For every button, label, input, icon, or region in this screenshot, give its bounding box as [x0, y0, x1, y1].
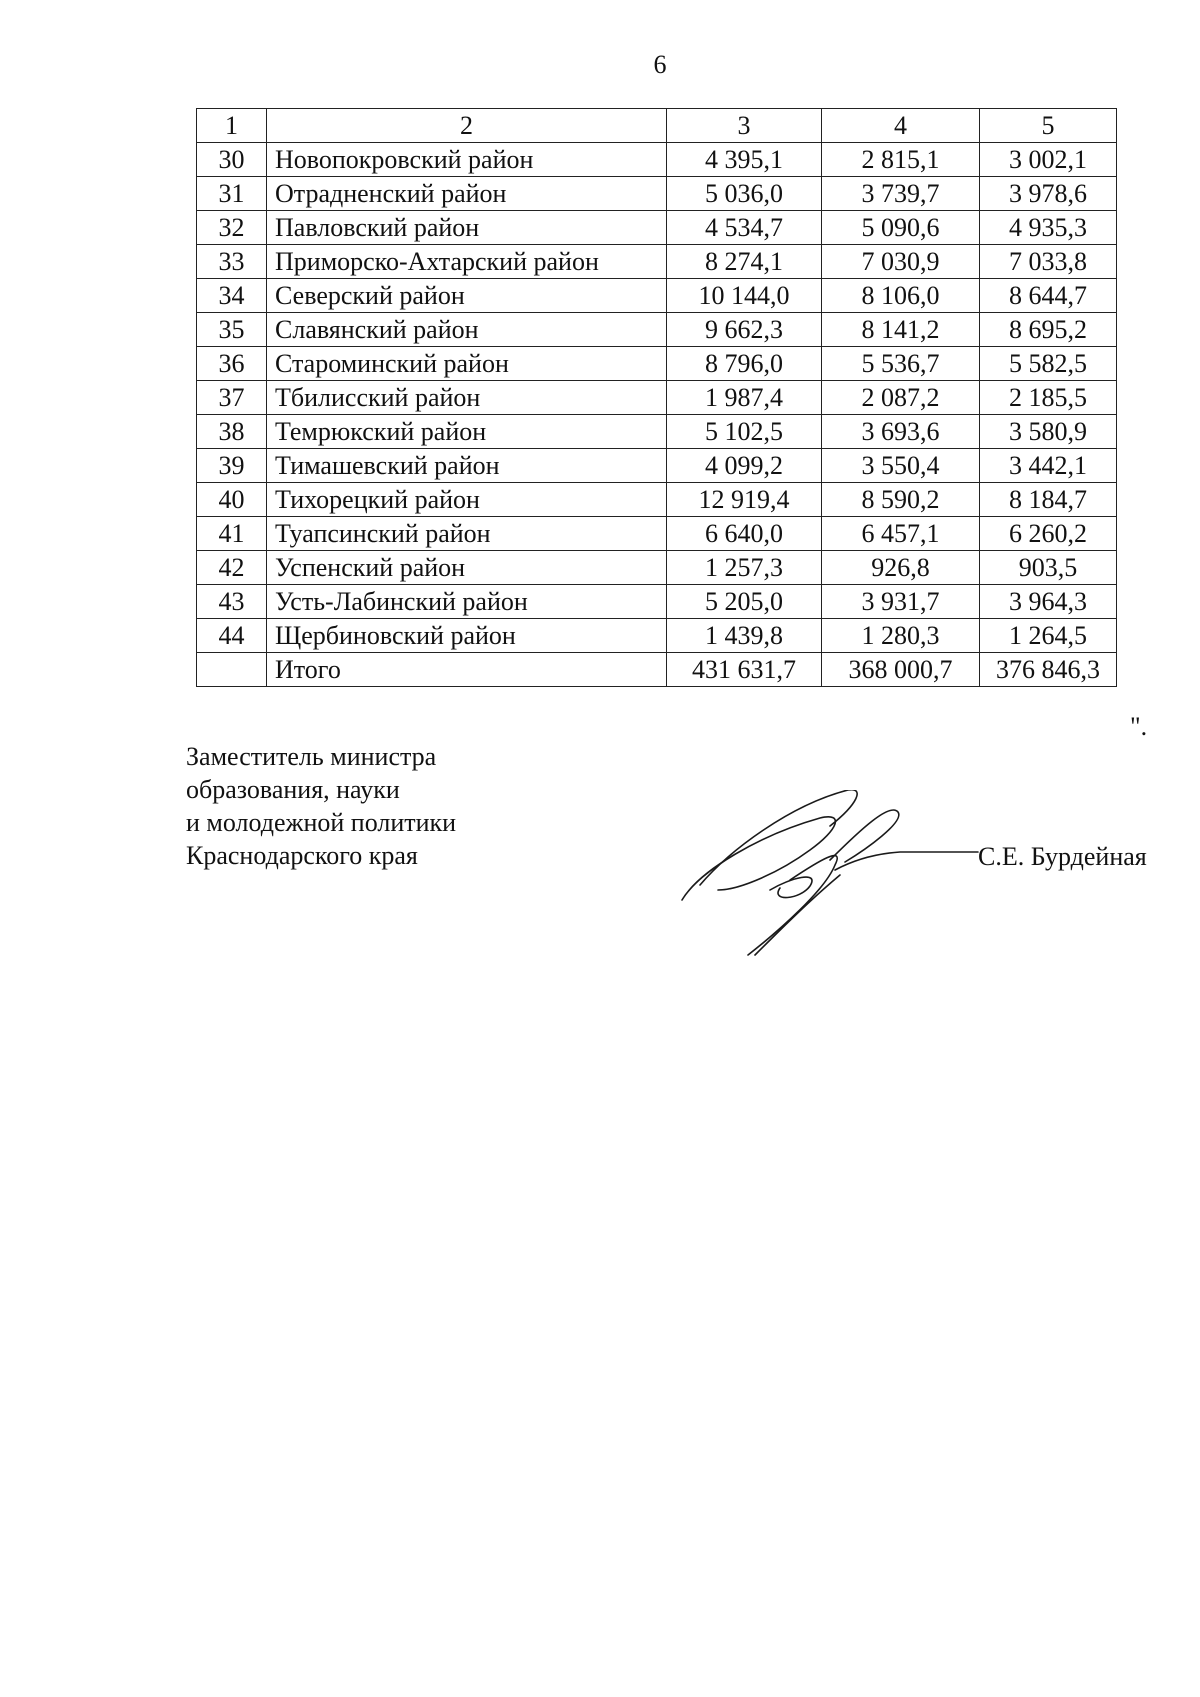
- row-number-cell: 38: [197, 415, 267, 449]
- district-name-cell: Тихорецкий район: [267, 483, 667, 517]
- table-row: [197, 415, 1117, 449]
- column-3-value-cell: 5 205,0: [667, 585, 822, 619]
- column-3-value-cell: 9 662,3: [667, 313, 822, 347]
- column-5-value-cell: 8 695,2: [980, 313, 1117, 347]
- district-name-cell: Павловский район: [267, 211, 667, 245]
- district-name-cell: Приморско-Ахтарский район: [267, 245, 667, 279]
- column-3-value-cell: 8 796,0: [667, 347, 822, 381]
- district-name-cell: Усть-Лабинский район: [267, 585, 667, 619]
- column-5-value-cell: 6 260,2: [980, 517, 1117, 551]
- column-4-value-cell: 8 141,2: [822, 313, 980, 347]
- row-number-cell: [197, 653, 267, 687]
- column-5-value-cell: 8 644,7: [980, 279, 1117, 313]
- table-row: [197, 245, 1117, 279]
- column-3-value-cell: 4 099,2: [667, 449, 822, 483]
- table-row: [197, 279, 1117, 313]
- column-5-value-cell: 3 964,3: [980, 585, 1117, 619]
- column-3-value-cell: 10 144,0: [667, 279, 822, 313]
- column-3-value-cell: 5 036,0: [667, 177, 822, 211]
- column-5-value-cell: 7 033,8: [980, 245, 1117, 279]
- column-4-value-cell: 3 550,4: [822, 449, 980, 483]
- row-number-cell: 30: [197, 143, 267, 177]
- signer-title-line: и молодежной политики: [186, 808, 457, 837]
- table-row: [197, 619, 1117, 653]
- handwritten-signature-icon: [670, 790, 980, 960]
- column-5-value-cell: 3 002,1: [980, 143, 1117, 177]
- signer-name: С.Е. Бурдейная: [978, 842, 1147, 871]
- table-row: [197, 381, 1117, 415]
- header-cell: 1: [197, 109, 267, 143]
- table-row: [197, 517, 1117, 551]
- row-number-cell: 31: [197, 177, 267, 211]
- signer-title-line: Заместитель министра: [186, 742, 437, 771]
- district-name-cell: Итого: [267, 653, 667, 687]
- column-4-value-cell: 2 087,2: [822, 381, 980, 415]
- column-5-value-cell: 2 185,5: [980, 381, 1117, 415]
- column-5-value-cell: 3 978,6: [980, 177, 1117, 211]
- column-4-value-cell: 5 536,7: [822, 347, 980, 381]
- row-number-cell: 39: [197, 449, 267, 483]
- column-3-value-cell: 1 987,4: [667, 381, 822, 415]
- row-number-cell: 33: [197, 245, 267, 279]
- header-cell: 4: [822, 109, 980, 143]
- header-cell: 2: [267, 109, 667, 143]
- row-number-cell: 41: [197, 517, 267, 551]
- table-row: [197, 551, 1117, 585]
- row-number-cell: 36: [197, 347, 267, 381]
- column-4-value-cell: 3 931,7: [822, 585, 980, 619]
- column-4-value-cell: 1 280,3: [822, 619, 980, 653]
- header-cell: 3: [667, 109, 822, 143]
- row-number-cell: 42: [197, 551, 267, 585]
- column-3-value-cell: 8 274,1: [667, 245, 822, 279]
- district-name-cell: Темрюкский район: [267, 415, 667, 449]
- column-5-value-cell: 8 184,7: [980, 483, 1117, 517]
- district-name-cell: Новопокровский район: [267, 143, 667, 177]
- column-4-value-cell: 7 030,9: [822, 245, 980, 279]
- column-5-value-cell: 376 846,3: [980, 653, 1117, 687]
- district-name-cell: Тбилисский район: [267, 381, 667, 415]
- data-table: [196, 108, 1117, 687]
- row-number-cell: 43: [197, 585, 267, 619]
- table-header-row: [197, 109, 1117, 143]
- table-body: [197, 109, 1117, 687]
- column-4-value-cell: 8 590,2: [822, 483, 980, 517]
- row-number-cell: 44: [197, 619, 267, 653]
- table-row: [197, 449, 1117, 483]
- district-name-cell: Староминский район: [267, 347, 667, 381]
- row-number-cell: 40: [197, 483, 267, 517]
- district-name-cell: Отрадненский район: [267, 177, 667, 211]
- column-5-value-cell: 4 935,3: [980, 211, 1117, 245]
- column-3-value-cell: 5 102,5: [667, 415, 822, 449]
- table-row: [197, 483, 1117, 517]
- column-5-value-cell: 3 442,1: [980, 449, 1117, 483]
- column-3-value-cell: 12 919,4: [667, 483, 822, 517]
- row-number-cell: 37: [197, 381, 267, 415]
- row-number-cell: 34: [197, 279, 267, 313]
- column-3-value-cell: 4 395,1: [667, 143, 822, 177]
- column-3-value-cell: 431 631,7: [667, 653, 822, 687]
- column-5-value-cell: 3 580,9: [980, 415, 1117, 449]
- column-4-value-cell: 368 000,7: [822, 653, 980, 687]
- column-4-value-cell: 6 457,1: [822, 517, 980, 551]
- column-3-value-cell: 1 439,8: [667, 619, 822, 653]
- column-4-value-cell: 3 739,7: [822, 177, 980, 211]
- table-row: [197, 347, 1117, 381]
- signer-title: [186, 740, 456, 872]
- table-row: [197, 585, 1117, 619]
- table-row: [197, 211, 1117, 245]
- column-5-value-cell: 903,5: [980, 551, 1117, 585]
- district-name-cell: Тимашевский район: [267, 449, 667, 483]
- signer-title-line: Краснодарского края: [186, 841, 418, 870]
- signer-title-line: образования, науки: [186, 775, 400, 804]
- column-3-value-cell: 1 257,3: [667, 551, 822, 585]
- table-row: [197, 177, 1117, 211]
- column-4-value-cell: 8 106,0: [822, 279, 980, 313]
- column-5-value-cell: 5 582,5: [980, 347, 1117, 381]
- district-name-cell: Туапсинский район: [267, 517, 667, 551]
- row-number-cell: 35: [197, 313, 267, 347]
- column-3-value-cell: 6 640,0: [667, 517, 822, 551]
- column-4-value-cell: 2 815,1: [822, 143, 980, 177]
- table-row: [197, 143, 1117, 177]
- column-3-value-cell: 4 534,7: [667, 211, 822, 245]
- header-cell: 5: [980, 109, 1117, 143]
- column-4-value-cell: 5 090,6: [822, 211, 980, 245]
- column-4-value-cell: 3 693,6: [822, 415, 980, 449]
- table-total-row: [197, 653, 1117, 687]
- column-5-value-cell: 1 264,5: [980, 619, 1117, 653]
- page-number: 6: [653, 50, 667, 79]
- row-number-cell: 32: [197, 211, 267, 245]
- district-name-cell: Славянский район: [267, 313, 667, 347]
- district-name-cell: Северский район: [267, 279, 667, 313]
- closing-quote: ".: [1130, 712, 1148, 741]
- column-4-value-cell: 926,8: [822, 551, 980, 585]
- district-name-cell: Успенский район: [267, 551, 667, 585]
- table-row: [197, 313, 1117, 347]
- district-name-cell: Щербиновский район: [267, 619, 667, 653]
